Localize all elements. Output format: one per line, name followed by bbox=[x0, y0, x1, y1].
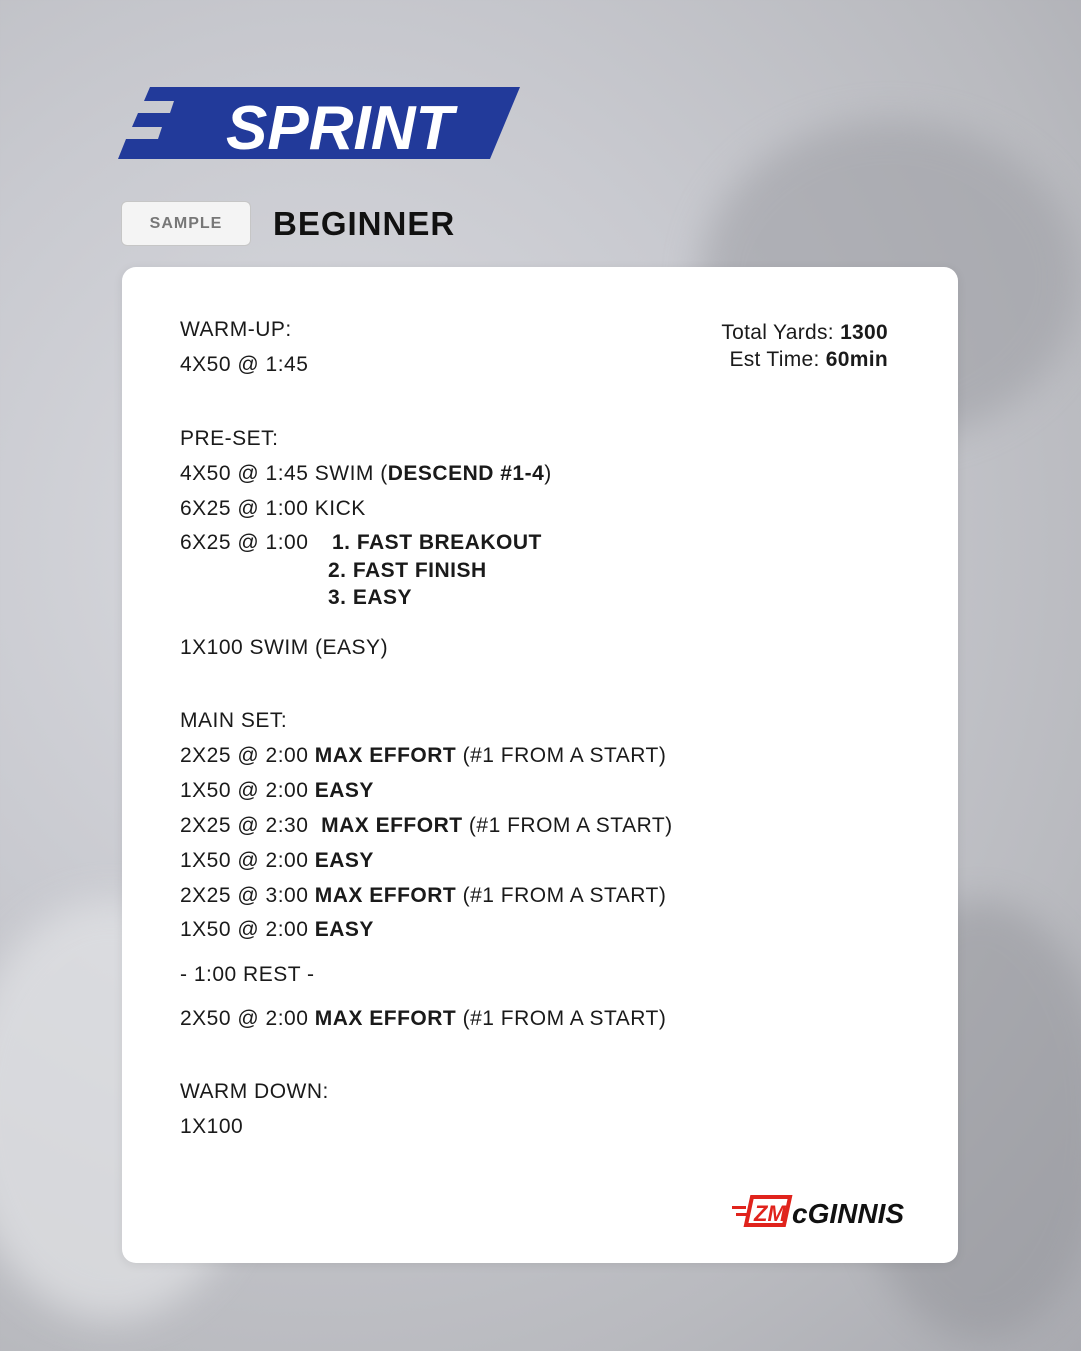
mainset-row-1-effort: MAX EFFORT bbox=[314, 744, 457, 767]
preset-heading: PRE-SET: bbox=[180, 427, 279, 450]
mainset-row-3-interval: 2X25 @ 2:30 bbox=[180, 814, 309, 837]
mainset-row-3-note: (#1 FROM A START) bbox=[468, 814, 673, 837]
workout-card bbox=[122, 267, 958, 1263]
mainset-row-5-effort: MAX EFFORT bbox=[314, 884, 457, 907]
workout-stats bbox=[721, 319, 888, 373]
warmup-heading: WARM-UP: bbox=[180, 318, 292, 341]
mainset-row-7-interval: 2X50 @ 2:00 bbox=[180, 1007, 309, 1030]
total-yards-label: Total Yards: bbox=[721, 321, 834, 344]
mainset-row-4 bbox=[180, 849, 374, 873]
mainset-row-7 bbox=[180, 1007, 666, 1031]
warmup-line: 4X50 @ 1:45 bbox=[180, 353, 309, 376]
mainset-row-2-interval: 1X50 @ 2:00 bbox=[180, 779, 309, 802]
warmdown-heading: WARM DOWN: bbox=[180, 1080, 329, 1103]
svg-text:ZM: ZM bbox=[754, 1201, 786, 1226]
mainset-row-3 bbox=[180, 814, 673, 838]
preset-line-1-text: 4X50 @ 1:45 SWIM ( bbox=[180, 462, 388, 485]
est-time bbox=[721, 346, 888, 373]
mainset-row-4-interval: 1X50 @ 2:00 bbox=[180, 849, 309, 872]
sprint-logo bbox=[118, 87, 520, 159]
mainset-row-1 bbox=[180, 744, 666, 768]
svg-text:cGINNIS: cGINNIS bbox=[792, 1198, 905, 1229]
mainset-row-4-effort: EASY bbox=[314, 849, 374, 872]
level-title: BEGINNER bbox=[273, 205, 456, 242]
total-yards bbox=[721, 319, 888, 346]
preset-list-item-1: 1. FAST BREAKOUT bbox=[332, 531, 542, 554]
mainset-row-2 bbox=[180, 779, 374, 803]
mainset-row-5 bbox=[180, 884, 666, 908]
mainset-rest: - 1:00 REST - bbox=[180, 963, 315, 986]
warmdown-line: 1X100 bbox=[180, 1115, 244, 1138]
mainset-row-6-effort: EASY bbox=[314, 918, 374, 941]
mainset-row-3-effort: MAX EFFORT bbox=[321, 814, 463, 837]
mcginnis-logo bbox=[732, 1193, 918, 1229]
preset-line-1-close: ) bbox=[544, 462, 552, 485]
mainset-row-7-effort: MAX EFFORT bbox=[314, 1007, 457, 1030]
mainset-row-5-interval: 2X25 @ 3:00 bbox=[180, 884, 309, 907]
preset-line-3: 6X25 @ 1:00 bbox=[180, 531, 309, 554]
mainset-row-1-interval: 2X25 @ 2:00 bbox=[180, 744, 309, 767]
est-time-value: 60min bbox=[825, 348, 888, 371]
preset-list-item-2: 2. FAST FINISH bbox=[328, 559, 487, 582]
preset-line-1-bold: DESCEND #1-4 bbox=[387, 462, 545, 485]
preset-line-2: 6X25 @ 1:00 KICK bbox=[180, 497, 366, 520]
sample-badge: SAMPLE bbox=[121, 201, 251, 246]
est-time-label: Est Time: bbox=[729, 348, 820, 371]
mainset-row-1-note: (#1 FROM A START) bbox=[462, 744, 667, 767]
mainset-row-5-note: (#1 FROM A START) bbox=[462, 884, 667, 907]
mainset-heading: MAIN SET: bbox=[180, 709, 288, 732]
mainset-row-6-interval: 1X50 @ 2:00 bbox=[180, 918, 309, 941]
preset-line-1 bbox=[180, 462, 552, 486]
mainset-row-6 bbox=[180, 918, 374, 942]
logo-text: SPRINT bbox=[226, 94, 454, 159]
total-yards-value: 1300 bbox=[840, 321, 888, 344]
mainset-row-2-effort: EASY bbox=[314, 779, 374, 802]
mainset-row-7-note: (#1 FROM A START) bbox=[462, 1007, 667, 1030]
preset-line-4: 1X100 SWIM (EASY) bbox=[180, 636, 389, 659]
preset-list-item-3: 3. EASY bbox=[328, 586, 413, 609]
